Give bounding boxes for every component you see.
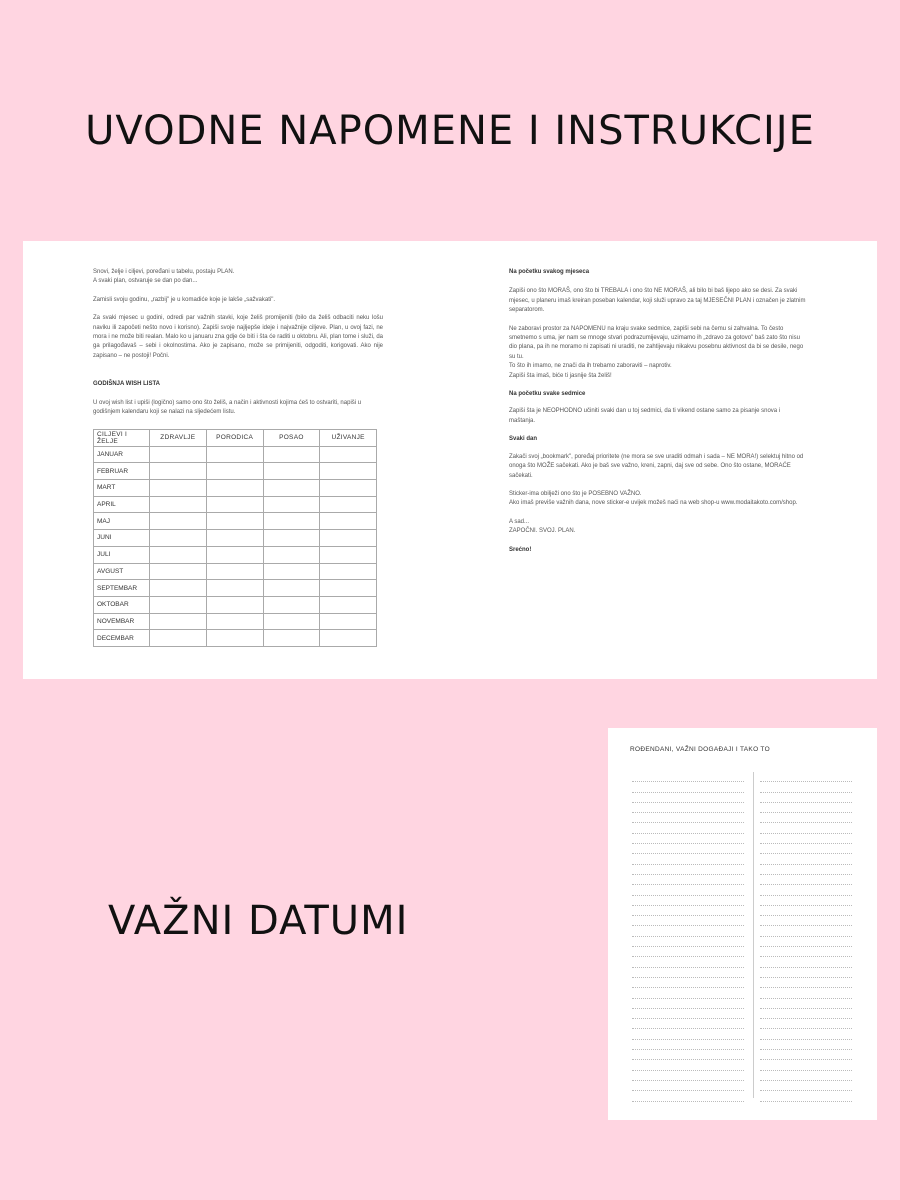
- table-cell: [263, 446, 320, 463]
- writing-line: [760, 865, 852, 875]
- table-header-row: [94, 430, 377, 447]
- table-cell: [150, 596, 207, 613]
- table-cell: [206, 630, 263, 647]
- header-enjoyment: UŽIVANJE: [320, 430, 377, 447]
- table-cell: [320, 596, 377, 613]
- month-label: AVGUST: [94, 563, 150, 580]
- writing-line: [632, 1029, 744, 1039]
- table-cell: [206, 513, 263, 530]
- table-cell: [263, 480, 320, 497]
- left-line-column: [632, 772, 744, 1102]
- month-label: DECEMBAR: [94, 630, 150, 647]
- table-cell: [320, 630, 377, 647]
- writing-line: [632, 947, 744, 957]
- month-paragraph-2: Ne zaboravi prostor za NAPOMENU na kraju svake sedmice, zapiši sebi na čemu si zahvalna. To često smetnemo s uma, jer nam se mnoge stvari podrazumijevaju, uzimamo ih „zdravo za gotovo" baš zato što nisu dio plana, pa ih ne moramo ni zapisati ni uraditi, ne zahtijevaju nikakvu posebnu aktivnost da bi se desile, nego su tu. To što ih imamo, ne znači da ih trebamo zaboraviti – naprotiv. Zapiši šta imaš, biće ti jasnije šta želiš!: [509, 325, 804, 379]
- writing-line: [632, 1019, 744, 1029]
- table-cell: [263, 613, 320, 630]
- writing-line: [632, 1091, 744, 1101]
- table-cell: [263, 463, 320, 480]
- intro-paragraph-3: Za svaki mjesec u godini, odredi par važnih stavki, koje želiš promijeniti (bilo da želiš odbaciti neku lošu naviku ili započeti nešto novo i korisno). Zapiši svoje najljepše ideje i najvažnije ciljeve. Plan, u ovoj fazi, ne mora i ne može biti realan. Malo ko u januaru zna gdje će biti i šta će raditi u oktobru. Ali, plan tome i služi, da ga prilagođavaš – sebi i okolnostima. Ako je zapisano, može se primijeniti, odgoditi, korigovati. Ako nije zapisano – ne postoji! Počni.: [93, 315, 383, 359]
- header-health: ZDRAVLJE: [150, 430, 207, 447]
- writing-line: [632, 793, 744, 803]
- writing-line: [760, 968, 852, 978]
- writing-line: [760, 844, 852, 854]
- table-cell: [263, 513, 320, 530]
- right-line-column: [760, 772, 852, 1102]
- writing-line: [632, 906, 744, 916]
- table-cell: [320, 463, 377, 480]
- writing-line: [760, 813, 852, 823]
- week-heading: Na početku svake sedmice: [509, 391, 586, 398]
- writing-line: [760, 885, 852, 895]
- writing-line: [760, 1060, 852, 1070]
- writing-line: [760, 772, 852, 782]
- month-label: JUNI: [94, 530, 150, 547]
- writing-line: [760, 906, 852, 916]
- writing-line: [760, 926, 852, 936]
- table-row: [94, 513, 377, 530]
- writing-line: [760, 896, 852, 906]
- writing-line: [760, 854, 852, 864]
- table-cell: [150, 563, 207, 580]
- wish-list-heading: GODIŠNJA WISH LISTA: [93, 381, 161, 388]
- writing-line: [632, 865, 744, 875]
- table-cell: [320, 480, 377, 497]
- month-label: APRIL: [94, 496, 150, 513]
- month-label: JANUAR: [94, 446, 150, 463]
- writing-line: [760, 937, 852, 947]
- table-cell: [206, 496, 263, 513]
- dates-page-title: ROĐENDANI, VAŽNI DOGAĐAJI I TAKO TO: [630, 746, 770, 753]
- writing-line: [760, 1050, 852, 1060]
- intro-paragraph-2: Zamisli svoju godinu, „razbij" je u komadiće koje je lakše „sažvakati".: [93, 296, 276, 303]
- table-cell: [150, 463, 207, 480]
- writing-line: [632, 937, 744, 947]
- writing-line: [632, 1040, 744, 1050]
- table-cell: [263, 580, 320, 597]
- writing-line: [632, 1009, 744, 1019]
- writing-line: [760, 803, 852, 813]
- table-cell: [150, 630, 207, 647]
- table-cell: [206, 463, 263, 480]
- table-cell: [150, 480, 207, 497]
- table-row: [94, 563, 377, 580]
- writing-line: [760, 823, 852, 833]
- table-row: [94, 546, 377, 563]
- table-cell: [150, 513, 207, 530]
- writing-line: [760, 1009, 852, 1019]
- wish-list-table: [93, 429, 377, 647]
- table-row: [94, 480, 377, 497]
- writing-line: [760, 793, 852, 803]
- table-cell: [206, 446, 263, 463]
- writing-line: [632, 988, 744, 998]
- table-row: [94, 446, 377, 463]
- writing-line: [760, 1071, 852, 1081]
- header-goals: CILJEVI I ŽELJE: [94, 430, 150, 447]
- table-cell: [263, 630, 320, 647]
- writing-line: [760, 947, 852, 957]
- left-page-text: [93, 268, 383, 426]
- writing-line: [632, 772, 744, 782]
- table-cell: [150, 496, 207, 513]
- writing-line: [760, 1091, 852, 1101]
- writing-line: [632, 803, 744, 813]
- table-cell: [206, 546, 263, 563]
- table-cell: [320, 496, 377, 513]
- writing-line: [760, 875, 852, 885]
- signoff-text: Srećno!: [509, 546, 532, 553]
- important-dates-page: [608, 728, 877, 1120]
- writing-line: [760, 782, 852, 792]
- writing-line: [632, 1060, 744, 1070]
- table-cell: [263, 530, 320, 547]
- table-cell: [206, 596, 263, 613]
- table-row: [94, 463, 377, 480]
- table-cell: [150, 530, 207, 547]
- writing-line: [632, 885, 744, 895]
- table-cell: [206, 563, 263, 580]
- month-label: FEBRUAR: [94, 463, 150, 480]
- intro-title: UVODNE NAPOMENE I INSTRUKCIJE: [85, 108, 815, 154]
- table-cell: [150, 546, 207, 563]
- table-cell: [150, 446, 207, 463]
- table-cell: [320, 563, 377, 580]
- writing-line: [760, 834, 852, 844]
- table-cell: [263, 496, 320, 513]
- writing-line: [760, 999, 852, 1009]
- table-cell: [150, 613, 207, 630]
- writing-line: [632, 1071, 744, 1081]
- month-label: OKTOBAR: [94, 596, 150, 613]
- table-cell: [206, 613, 263, 630]
- table-cell: [206, 580, 263, 597]
- table-cell: [263, 546, 320, 563]
- header-family: PORODICA: [206, 430, 263, 447]
- right-page-text: [509, 268, 807, 563]
- month-label: SEPTEMBAR: [94, 580, 150, 597]
- writing-line: [632, 782, 744, 792]
- month-label: NOVEMBAR: [94, 613, 150, 630]
- table-row: [94, 530, 377, 547]
- table-row: [94, 580, 377, 597]
- writing-line: [632, 1081, 744, 1091]
- writing-line: [632, 1050, 744, 1060]
- intro-paragraph-1: Snovi, želje i ciljevi, poređani u tabelu, postaju PLAN. A svaki plan, ostvaruje se dan po dan...: [93, 269, 235, 285]
- table-row: [94, 496, 377, 513]
- week-paragraph: Zapiši šta je NEOPHODNO učiniti svaki dan u toj sedmici, da ti vikend ostane samo za pisanje snova i maštanja.: [509, 408, 781, 424]
- planner-spread: [23, 241, 877, 679]
- writing-line: [760, 1029, 852, 1039]
- writing-line: [632, 957, 744, 967]
- writing-line: [632, 875, 744, 885]
- month-label: MAJ: [94, 513, 150, 530]
- writing-line: [632, 916, 744, 926]
- writing-line: [632, 844, 744, 854]
- table-cell: [206, 530, 263, 547]
- writing-line: [632, 823, 744, 833]
- closing-text: A sad... ZAPOČNI. SVOJ. PLAN.: [509, 518, 576, 535]
- table-cell: [263, 563, 320, 580]
- writing-line: [760, 916, 852, 926]
- column-divider: [753, 772, 754, 1098]
- month-paragraph-1: Zapiši ono što MORAŠ, ono što bi TREBALA i ono što NE MORAŠ, ali bilo bi baš lijepo ako se desi. Za svaki mjesec, u planeru imaš kreiran poseban kalendar, koji služi upravo za taj MJESEČNI PLAN i označen je zlatnim separatorom.: [509, 288, 806, 314]
- writing-line: [632, 834, 744, 844]
- wish-list-text: U ovoj wish list i upiši (logično) samo ono što želiš, a način i aktivnosti kojima ćeš to ostvariti, napiši u godišnjem kalendaru koji se nalazi na sljedećem listu.: [93, 399, 362, 416]
- day-paragraph: Zakači svoj „bookmark", poređaj prioritete (ne mora se sve uraditi odmah i sada – NE MORA!) selektuj hitno od onoga što MOŽE sačekati. Ako je baš sve važno, kreni, zapni, daj sve od sebe. Ono što ostane, MORAĆE sačekati.: [509, 453, 804, 479]
- writing-line: [632, 978, 744, 988]
- writing-line: [760, 1040, 852, 1050]
- month-heading: Na početku svakog mjeseca: [509, 269, 590, 275]
- sticker-paragraph: Sticker-ima obilježi ono što je POSEBNO VAŽNO. Ako imaš previše važnih dana, nove sticker-e uvijek možeš naći na web shop-u www.modaitakoto.com/shop.: [509, 490, 798, 507]
- writing-line: [760, 1019, 852, 1029]
- writing-line: [760, 988, 852, 998]
- table-cell: [320, 530, 377, 547]
- table-cell: [150, 580, 207, 597]
- writing-line: [632, 926, 744, 936]
- writing-line: [760, 978, 852, 988]
- day-heading: Svaki dan: [509, 436, 538, 443]
- table-cell: [263, 596, 320, 613]
- table-row: [94, 596, 377, 613]
- table-cell: [320, 446, 377, 463]
- month-label: JULI: [94, 546, 150, 563]
- writing-line: [632, 854, 744, 864]
- table-row: [94, 630, 377, 647]
- writing-line: [632, 968, 744, 978]
- writing-line: [632, 999, 744, 1009]
- writing-line: [632, 896, 744, 906]
- table-cell: [320, 580, 377, 597]
- dates-title: VAŽNI DATUMI: [108, 898, 409, 944]
- month-label: MART: [94, 480, 150, 497]
- table-cell: [320, 513, 377, 530]
- table-cell: [320, 613, 377, 630]
- writing-line: [760, 1081, 852, 1091]
- table-row: [94, 613, 377, 630]
- writing-line: [760, 957, 852, 967]
- header-work: POSAO: [263, 430, 320, 447]
- table-cell: [206, 480, 263, 497]
- table-cell: [320, 546, 377, 563]
- writing-line: [632, 813, 744, 823]
